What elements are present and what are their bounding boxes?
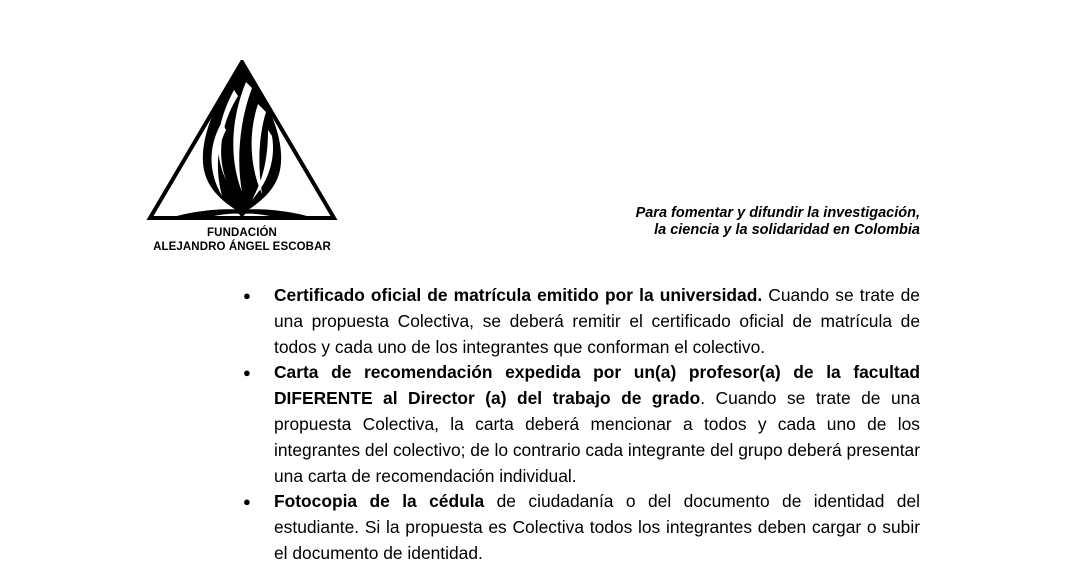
requirement-title: Certificado oficial de matrícula emitido por la universidad.	[274, 285, 763, 305]
tagline-line1: Para fomentar y difundir la investigación,	[635, 205, 920, 221]
requirement-text: Cuando se trate de una propuesta Colectiva, se deberá remitir el certificado oficial de matrícula de todos y cada uno de los integrantes que conforman el colectivo.	[274, 285, 920, 357]
tagline-line2: la ciencia y la solidaridad en Colombia	[654, 222, 920, 238]
list-item	[240, 283, 920, 360]
requirement-title: Carta de recomendación expedida por un(a) profesor(a) de la facultad DIFERENTE al Director (a) del trabajo de grado	[274, 362, 920, 409]
foundation-flame-triangle-logo	[146, 60, 338, 222]
requirement-text: de ciudadanía o del documento de identidad del estudiante. Si la propuesta es Colectiva todos los integrantes deben cargar o subir el documento de identidad.	[274, 491, 921, 563]
list-item	[240, 489, 920, 566]
organization-name-line1: FUNDACIÓN	[207, 227, 277, 239]
organization-name	[140, 226, 344, 254]
list-item	[240, 360, 920, 489]
bullet-icon: ●	[243, 288, 251, 303]
requirement-text: . Cuando se trate de una propuesta Colectiva, la carta deberá mencionar a todos y cada uno de los integrantes del colectivo; de lo contrario cada integrante del grupo deberá presentar una carta de recomendación individual.	[274, 388, 920, 486]
requirement-title: Fotocopia de la cédula	[274, 491, 485, 512]
bullet-icon: ●	[243, 365, 251, 381]
tagline	[636, 205, 920, 239]
requirements-list	[240, 283, 920, 567]
bullet-icon: ●	[243, 494, 251, 510]
organization-name-line2: ALEJANDRO ÁNGEL ESCOBAR	[153, 241, 331, 253]
